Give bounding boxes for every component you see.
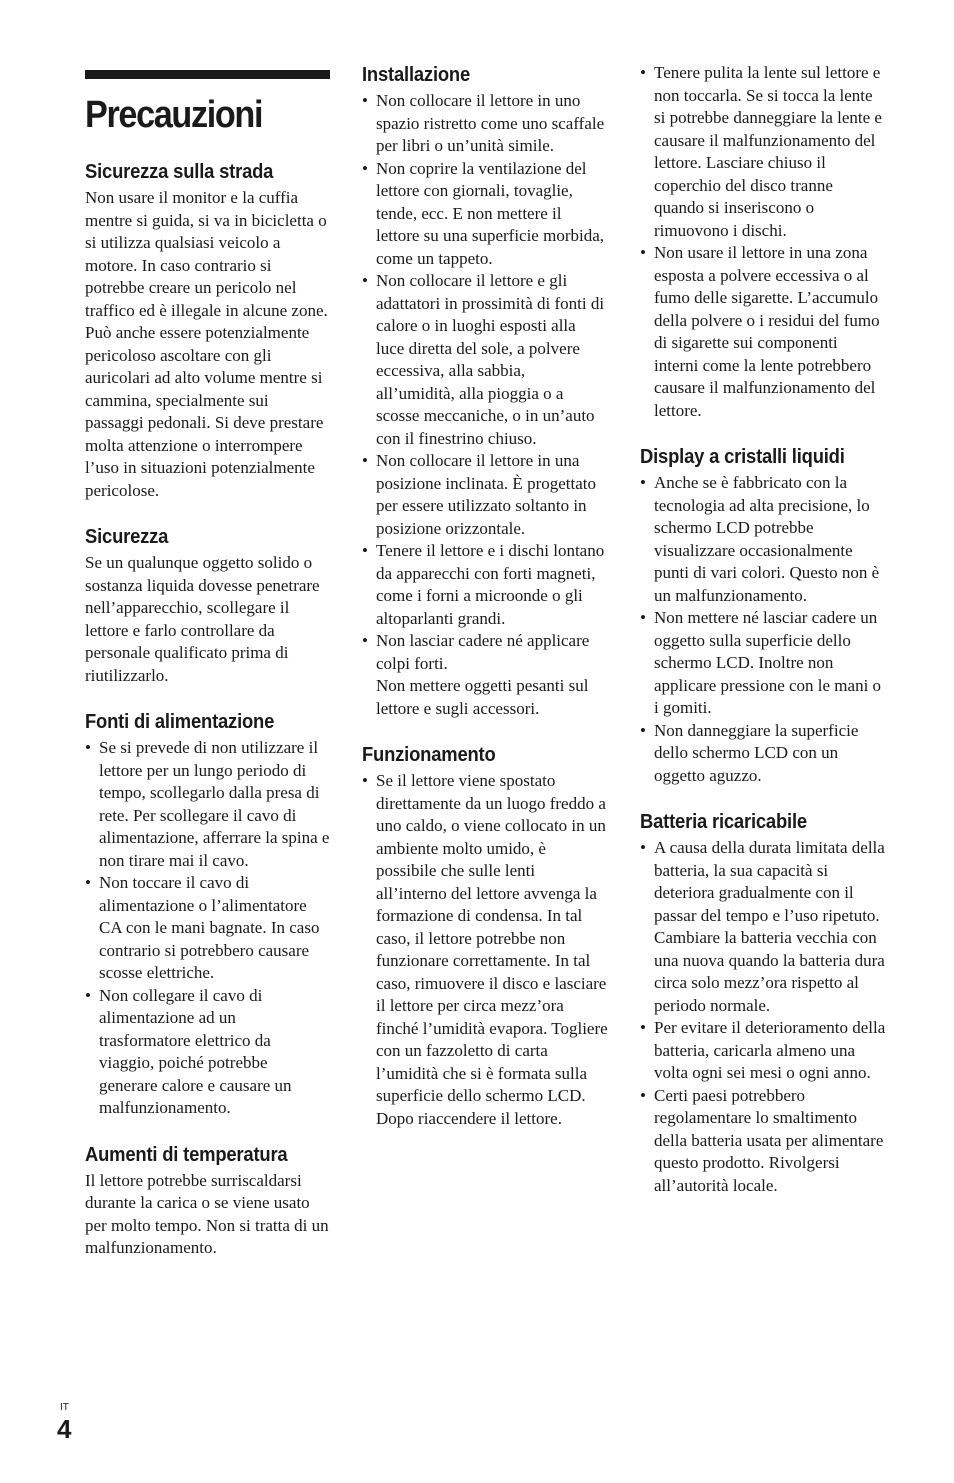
column-2 (362, 62, 608, 1152)
title-rule (85, 70, 330, 79)
bullet-item: • Non collocare il lettore e gli adattatori in prossimità di fonti di calore o in luoghi esposti alla luce diretta del sole, a polvere eccessiva, alla sabbia, all’umidità, alla pioggia o a scosse meccaniche, o in un’auto con il finestrino chiuso. (362, 270, 608, 450)
section (640, 809, 886, 1197)
section-paragraph: Se un qualunque oggetto solido o sostanza liquida dovesse penetrare nell’apparecchio, scollegare il lettore e farlo controllare da personale qualificato prima di riutilizzarlo. (85, 553, 320, 685)
bullet-item: • Non usare il lettore in una zona esposta a polvere eccessiva o al fumo delle sigarette. L’accumulo della polvere o i residui del fumo di sigarette sui componenti interni come la lente potrebbero causare il malfunzionamento del lettore. (640, 242, 886, 422)
section (85, 524, 330, 687)
bullet-list (640, 837, 886, 1197)
section (85, 159, 330, 502)
section (85, 1142, 330, 1260)
bullet-item: • Non danneggiare la superficie dello schermo LCD con un oggetto aguzzo. (640, 720, 886, 788)
bullet-item: • Non lasciar cadere né applicare colpi forti. Non mettere oggetti pesanti sul lettore e sugli accessori. (362, 630, 608, 720)
section-paragraph: Il lettore potrebbe surriscaldarsi durante la carica o se viene usato per molto tempo. Non si tratta di un malfunzionamento. (85, 1170, 329, 1257)
bullet-list (362, 770, 608, 1130)
bullet-item: • Non mettere né lasciar cadere un oggetto sulla superficie dello schermo LCD. Inoltre non applicare pressione con le mani o i gomiti. (640, 607, 886, 720)
bullet-list (640, 62, 886, 422)
bullet-item: • Non toccare il cavo di alimentazione o l’alimentatore CA con le mani bagnate. In caso contrario si potrebbero causare scosse elettriche. (85, 872, 330, 985)
bullet-item: • A causa della durata limitata della batteria, la sua capacità si deteriora gradualmente con il passar del tempo e l’uso ripetuto. Cambiare la batteria vecchia con una nuova quando la batteria dura circa solo mezz’ora rispetto al periodo normale. (640, 837, 886, 1017)
bullet-item: • Se si prevede di non utilizzare il lettore per un lungo periodo di tempo, scollegarlo dalla presa di rete. Per scollegare il cavo di alimentazione, afferrare la spina e non tirare mai il cavo. (85, 737, 330, 872)
section (362, 62, 608, 720)
bullet-item: • Per evitare il deterioramento della batteria, caricarla almeno una volta ogni sei mesi o ogni anno. (640, 1017, 886, 1085)
bullet-item: • Non collocare il lettore in una posizione inclinata. È progettato per essere utilizzato soltanto in posizione orizzontale. (362, 450, 608, 540)
section-paragraph: Non usare il monitor e la cuffia mentre si guida, si va in bicicletta o si utilizza qualsiasi veicolo a motore. In caso contrario si potrebbe creare un pericolo nel traffico ed è illegale in alcune zone. Può anche essere potenzialmente pericoloso ascoltare con gli auricolari ad alto volume mentre si cammina, specialmente sui passaggi pedonali. Si deve prestare molta attenzione o interrompere l’uso in situazioni potenzialmente pericolose. (85, 188, 328, 500)
section-heading: Display a cristalli liquidi (640, 446, 845, 468)
bullet-item: • Non collegare il cavo di alimentazione ad un trasformatore elettrico da viaggio, poiché potrebbe generare calore e causare un malfunzionamento. (85, 985, 330, 1120)
bullet-item: • Tenere pulita la lente sul lettore e non toccarla. Se si tocca la lente si potrebbe danneggiare la lente e causare il malfunzionamento del lettore. Lasciare chiuso il coperchio del disco tranne quando si inseriscono o rimuovono i dischi. (640, 62, 886, 242)
language-code: IT (60, 1402, 69, 1413)
bullet-item: • Certi paesi potrebbero regolamentare lo smaltimento della batteria usata per alimentare questo prodotto. Rivolgersi all’autorità locale. (640, 1085, 886, 1198)
page-title: Precauzioni (85, 94, 263, 136)
section-heading: Installazione (362, 64, 471, 86)
bullet-list (640, 472, 886, 787)
page-number: 4 (57, 1414, 72, 1444)
section-heading: Batteria ricaricabile (640, 811, 807, 833)
bullet-item: • Non collocare il lettore in uno spazio ristretto come uno scaffale per libri o un’unità simile. (362, 90, 608, 158)
section-heading: Aumenti di temperatura (85, 1143, 288, 1166)
bullet-item: • Non coprire la ventilazione del lettore con giornali, tovaglie, tende, ecc. E non mettere il lettore su una superficie morbida, come un tappeto. (362, 158, 608, 271)
section (362, 742, 608, 1130)
section-heading: Sicurezza sulla strada (85, 161, 274, 183)
section (640, 62, 886, 422)
section-heading: Funzionamento (362, 744, 496, 766)
section (85, 709, 330, 1120)
section-heading: Sicurezza (85, 526, 169, 548)
column-1 (85, 62, 330, 1282)
section-heading: Fonti di alimentazione (85, 711, 275, 733)
section (640, 444, 886, 787)
bullet-list (362, 90, 608, 720)
bullet-item: • Tenere il lettore e i dischi lontano da apparecchi con forti magneti, come i forni a microonde o gli altoparlanti grandi. (362, 540, 608, 630)
bullet-item: • Anche se è fabbricato con la tecnologia ad alta precisione, lo schermo LCD potrebbe visualizzare occasionalmente punti di vari colori. Questo non è un malfunzionamento. (640, 472, 886, 607)
bullet-list (85, 737, 330, 1120)
column-3 (640, 62, 886, 1219)
page-footer (57, 1402, 71, 1444)
bullet-item: • Se il lettore viene spostato direttamente da un luogo freddo a uno caldo, o viene collocato in un ambiente molto umido, è possibile che sulle lenti all’interno del lettore avvenga la formazione di condensa. In tal caso, il lettore potrebbe non funzionare correttamente. In tal caso, rimuovere il disco e lasciare il lettore per circa mezz’ora finché l’umidità evapora. Togliere con un fazzoletto di carta l’umidità che si è formata sulla superficie dello schermo LCD. Dopo riaccendere il lettore. (362, 770, 608, 1130)
